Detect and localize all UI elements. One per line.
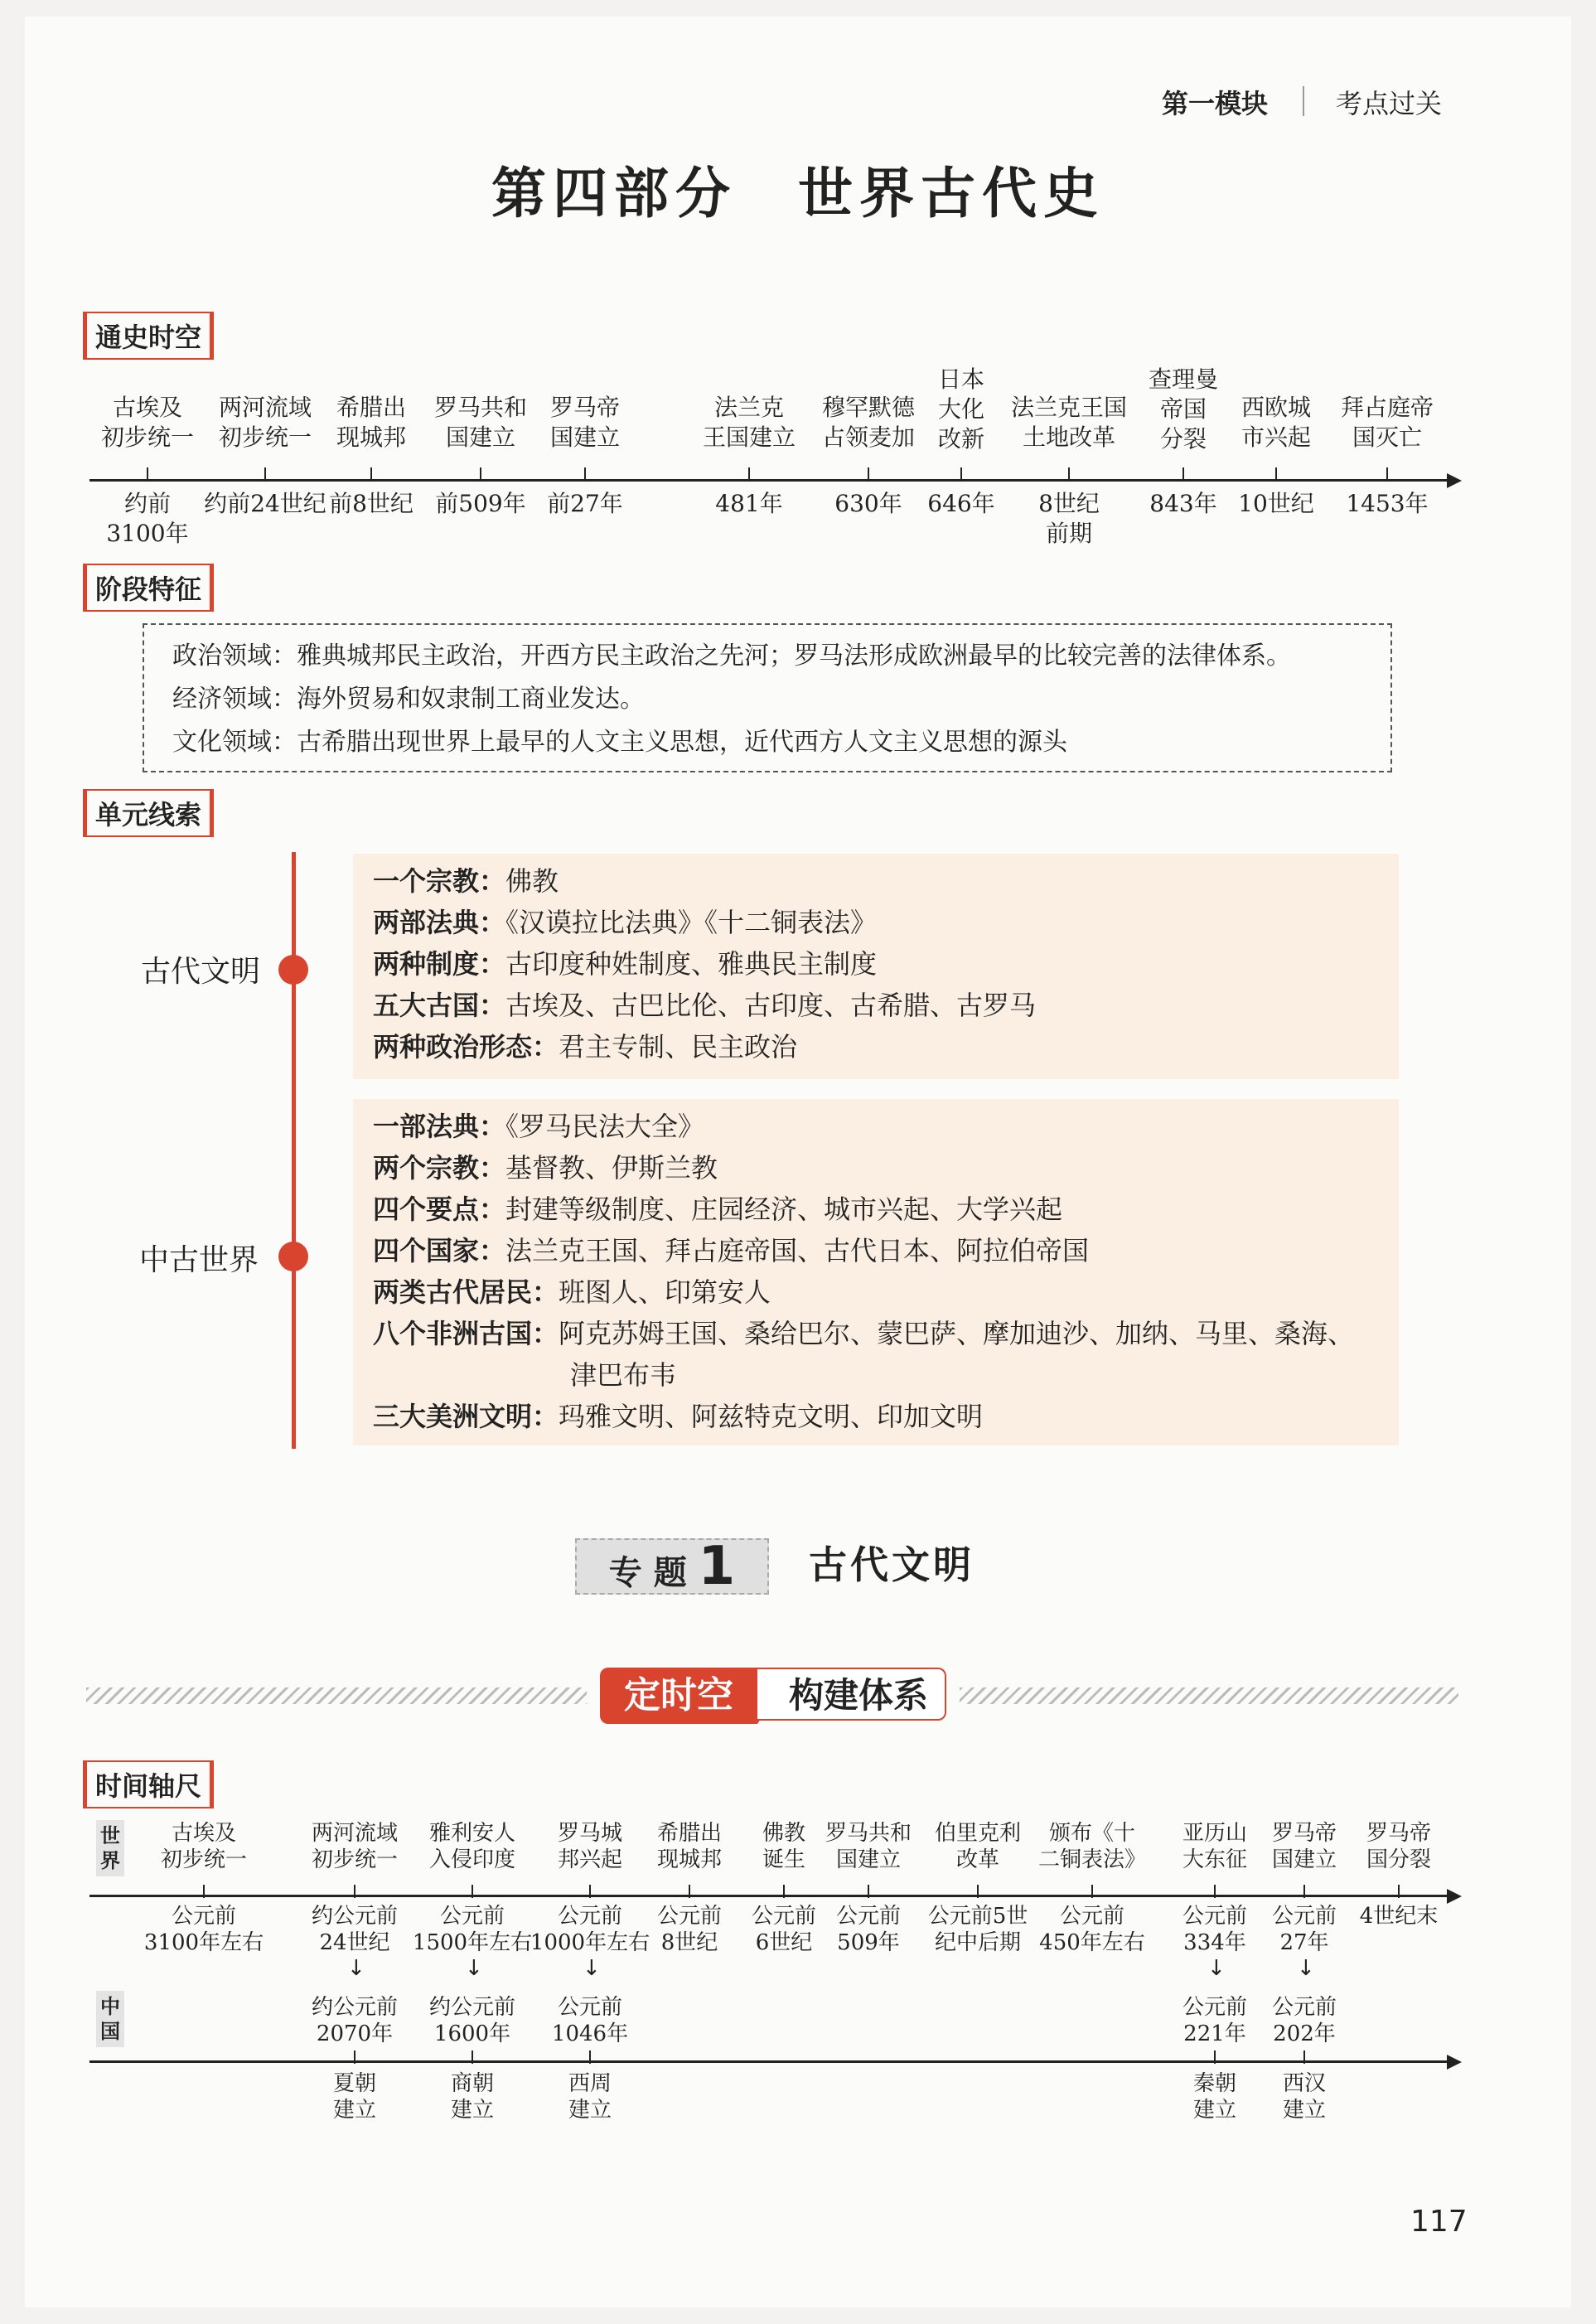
china-tick <box>1303 2050 1305 2064</box>
world-event-label: 罗马帝 国分裂 <box>1366 1821 1431 1872</box>
china-axis-arrow-icon <box>1447 2055 1462 2070</box>
timeline-event-label: 希腊出 现城邦 <box>336 394 406 451</box>
china-axis-line <box>89 2060 1448 2063</box>
world-event-date: 公元前 1500年左右 <box>412 1904 533 1955</box>
timeline-event-date: 约前24世纪 <box>204 490 326 517</box>
clue-item <box>373 1147 718 1189</box>
banner-hatch-right <box>960 1687 1458 1704</box>
down-arrow-icon: ↓ <box>347 1956 365 1981</box>
clue-item <box>570 1354 676 1396</box>
clue-item <box>373 1189 1062 1230</box>
china-event-date: 约公元前 1600年 <box>428 1995 515 2046</box>
world-event-label: 伯里克利 改革 <box>934 1821 1021 1872</box>
timeline-event-label: 查理曼 帝国 分裂 <box>1148 366 1218 453</box>
clue-value: 佛教 <box>505 865 559 897</box>
world-tick <box>589 1885 591 1898</box>
banner-right: 构建体系 <box>757 1668 946 1721</box>
ancient-civ-label: 古代文明 <box>141 955 261 989</box>
clue-item <box>373 985 1036 1026</box>
world-event-date: 公元前 6世纪 <box>751 1904 816 1955</box>
timeline-event-label: 拜占庭帝 国灭亡 <box>1340 394 1434 451</box>
world-tick <box>689 1885 690 1898</box>
china-tick <box>589 2050 591 2064</box>
clue-key: 两种政治形态： <box>373 1031 559 1063</box>
world-event-label: 佛教 诞生 <box>762 1821 805 1872</box>
timeline-event-date: 10世纪 <box>1238 490 1314 517</box>
clue-key: 一部法典： <box>373 1111 506 1142</box>
world-event-date: 公元前 450年左右 <box>1039 1904 1145 1955</box>
timeline-event-label: 古埃及 初步统一 <box>100 394 194 451</box>
world-event-label: 希腊出 现城邦 <box>656 1821 722 1872</box>
world-tick <box>1303 1885 1305 1898</box>
china-event-date: 公元前 221年 <box>1182 1995 1247 2046</box>
timeline-event-date: 前509年 <box>435 490 526 517</box>
ancient-dot <box>278 955 308 985</box>
timeline-event-date: 1453年 <box>1346 490 1429 517</box>
china-tag-text: 中 国 <box>100 1995 120 2043</box>
down-arrow-icon: ↓ <box>583 1956 601 1981</box>
timeline-event-date: 630年 <box>834 490 902 517</box>
china-event-label: 秦朝 建立 <box>1192 2071 1236 2123</box>
clue-item <box>373 1313 1354 1354</box>
timeline-event-label: 穆罕默德 占领麦加 <box>821 394 915 451</box>
clue-item <box>373 1271 771 1313</box>
timeline-event-label: 法兰克 王国建立 <box>702 394 796 451</box>
world-tick <box>1214 1885 1216 1898</box>
header-divider <box>1303 86 1304 116</box>
section-heading-features: 阶段特征 <box>83 564 214 612</box>
header-section: 考点过关 <box>1336 88 1443 119</box>
china-tick <box>1214 2050 1216 2064</box>
world-event-date: 公元前 509年 <box>835 1904 901 1955</box>
world-event-label: 罗马城 邦兴起 <box>557 1821 622 1872</box>
clue-item <box>373 1230 1089 1271</box>
clue-item <box>373 860 559 902</box>
down-arrow-icon: ↓ <box>1297 1956 1315 1981</box>
timeline-event-date: 481年 <box>715 490 783 517</box>
header-module: 第一模块 <box>1162 88 1269 119</box>
china-tag <box>96 1991 124 2047</box>
feature-economic: 经济领域：海外贸易和奴隶制工商业发达。 <box>172 685 645 714</box>
clue-key: 八个非洲古国： <box>373 1318 559 1349</box>
clue-value: 《罗马民法大全》 <box>505 1111 705 1142</box>
page-number: 117 <box>1410 2205 1468 2239</box>
china-tick <box>472 2050 473 2064</box>
clue-value: 基督教、伊斯兰教 <box>505 1152 718 1184</box>
china-event-date: 公元前 202年 <box>1271 1995 1337 2046</box>
clue-value: 《汉谟拉比法典》《十二铜表法》 <box>505 907 878 938</box>
section-heading-clues: 单元线索 <box>83 789 214 837</box>
china-tick <box>354 2050 355 2064</box>
world-axis-line <box>89 1895 1448 1897</box>
clue-key: 两类古代居民： <box>373 1276 559 1308</box>
timeline-event-label: 日本 大化 改新 <box>937 366 984 453</box>
page-title: 第四部分 世界古代史 <box>491 161 1105 225</box>
world-tick <box>783 1885 785 1898</box>
timeline-event-date: 前27年 <box>547 490 623 517</box>
world-event-label: 雅利安人 入侵印度 <box>428 1821 515 1872</box>
timeline-axis <box>89 479 1448 482</box>
china-event-date: 约公元前 2070年 <box>311 1995 398 2046</box>
world-tick <box>354 1885 355 1898</box>
clue-value: 班图人、印第安人 <box>559 1276 771 1308</box>
down-arrow-icon: ↓ <box>465 1956 483 1981</box>
world-event-label: 罗马帝 国建立 <box>1271 1821 1337 1872</box>
timeline-arrow-icon <box>1447 473 1462 488</box>
clue-item <box>373 943 877 985</box>
timeline-event-date: 约前 3100年 <box>106 490 189 547</box>
china-event-label: 商朝 建立 <box>450 2071 494 2123</box>
world-event-date: 公元前 27年 <box>1271 1904 1337 1955</box>
clue-item <box>373 1026 797 1068</box>
world-event-label: 颁布《十 二铜表法》 <box>1037 1821 1146 1872</box>
timeline-event-label: 西欧城 市兴起 <box>1241 394 1311 451</box>
clue-item <box>373 1396 983 1437</box>
clue-value: 君主专制、民主政治 <box>559 1031 798 1063</box>
clue-value: 封建等级制度、庄园经济、城市兴起、大学兴起 <box>505 1193 1063 1225</box>
world-event-date: 公元前 3100年左右 <box>143 1904 264 1955</box>
china-event-date: 公元前 1046年 <box>551 1995 629 2046</box>
topic-badge <box>575 1538 769 1595</box>
world-tag <box>96 1820 124 1876</box>
section-heading-axis: 时间轴尺 <box>83 1760 214 1808</box>
down-arrow-icon: ↓ <box>1207 1956 1226 1981</box>
clue-item <box>373 902 877 943</box>
clue-key: 两种制度： <box>373 948 506 980</box>
clue-value: 阿克苏姆王国、桑给巴尔、蒙巴萨、摩加迪沙、加纳、马里、桑海、 <box>559 1318 1355 1349</box>
timeline-event-label: 法兰克王国 土地改革 <box>1010 394 1127 451</box>
timeline-event-date: 前8世纪 <box>329 490 414 517</box>
clue-value: 古埃及、古巴比伦、古印度、古希腊、古罗马 <box>505 990 1037 1021</box>
china-event-label: 西汉 建立 <box>1282 2071 1326 2123</box>
timeline-event-date: 8世纪 前期 <box>1038 490 1100 547</box>
timeline-event-date: 646年 <box>927 490 995 517</box>
clue-key: 一个宗教： <box>373 865 506 897</box>
timeline-event-date: 843年 <box>1149 490 1217 517</box>
clue-value: 古印度种姓制度、雅典民主制度 <box>505 948 878 980</box>
world-event-date: 公元前 1000年左右 <box>530 1904 650 1955</box>
topic-number: 1 <box>698 1536 736 1597</box>
clue-key: 三大美洲文明： <box>373 1401 559 1432</box>
timeline-event-label: 两河流域 初步统一 <box>218 394 312 451</box>
banner-left: 定时空 <box>600 1668 757 1724</box>
world-event-date: 约公元前 24世纪 <box>311 1904 398 1955</box>
world-event-date: 公元前 8世纪 <box>656 1904 722 1955</box>
medieval-dot <box>278 1242 308 1271</box>
features-box <box>143 623 1392 772</box>
timeline-event-label: 罗马帝 国建立 <box>549 394 620 451</box>
world-event-label: 两河流域 初步统一 <box>311 1821 398 1872</box>
section-heading-timespace: 通史时空 <box>83 312 214 360</box>
world-axis-arrow-icon <box>1447 1889 1462 1904</box>
world-event-label: 罗马共和 国建立 <box>825 1821 912 1872</box>
world-tick <box>977 1885 979 1898</box>
clue-item <box>373 1106 704 1147</box>
clue-vertical-line <box>292 852 296 1449</box>
world-event-date: 公元前 334年 <box>1182 1904 1247 1955</box>
topic-title: 古代文明 <box>809 1542 975 1587</box>
clue-key: 四个要点： <box>373 1193 506 1225</box>
clue-value: 玛雅文明、阿兹特克文明、印加文明 <box>559 1401 984 1432</box>
feature-political: 政治领域：雅典城邦民主政治，开西方民主政治之先河；罗马法形成欧洲最早的比较完善的法律体系。 <box>172 642 1291 671</box>
clue-value: 津巴布韦 <box>570 1359 677 1391</box>
world-event-date: 公元前5世 纪中后期 <box>927 1904 1028 1955</box>
world-tick <box>1091 1885 1093 1898</box>
clue-key: 两部法典： <box>373 907 506 938</box>
world-tick <box>472 1885 473 1898</box>
china-event-label: 西周 建立 <box>568 2071 612 2123</box>
world-event-label: 古埃及 初步统一 <box>160 1821 247 1872</box>
world-tick <box>203 1885 205 1898</box>
clue-key: 五大古国： <box>373 990 506 1021</box>
world-event-label: 亚历山 大东征 <box>1182 1821 1247 1872</box>
timeline-event-label: 罗马共和 国建立 <box>433 394 527 451</box>
clue-value: 法兰克王国、拜占庭帝国、古代日本、阿拉伯帝国 <box>505 1235 1090 1266</box>
medieval-civ-label: 中古世界 <box>139 1243 259 1277</box>
clue-key: 两个宗教： <box>373 1152 506 1184</box>
world-tag-text: 世 界 <box>100 1824 120 1872</box>
banner-hatch-left <box>86 1687 587 1704</box>
clue-key: 四个国家： <box>373 1235 506 1266</box>
world-tick <box>868 1885 869 1898</box>
china-event-label: 夏朝 建立 <box>332 2071 376 2123</box>
world-event-date: 4世纪末 <box>1359 1904 1439 1929</box>
world-tick <box>1398 1885 1400 1898</box>
feature-cultural: 文化领域：古希腊出现世界上最早的人文主义思想，近代西方人文主义思想的源头 <box>172 728 1067 757</box>
topic-label: 专 题 <box>608 1554 687 1592</box>
